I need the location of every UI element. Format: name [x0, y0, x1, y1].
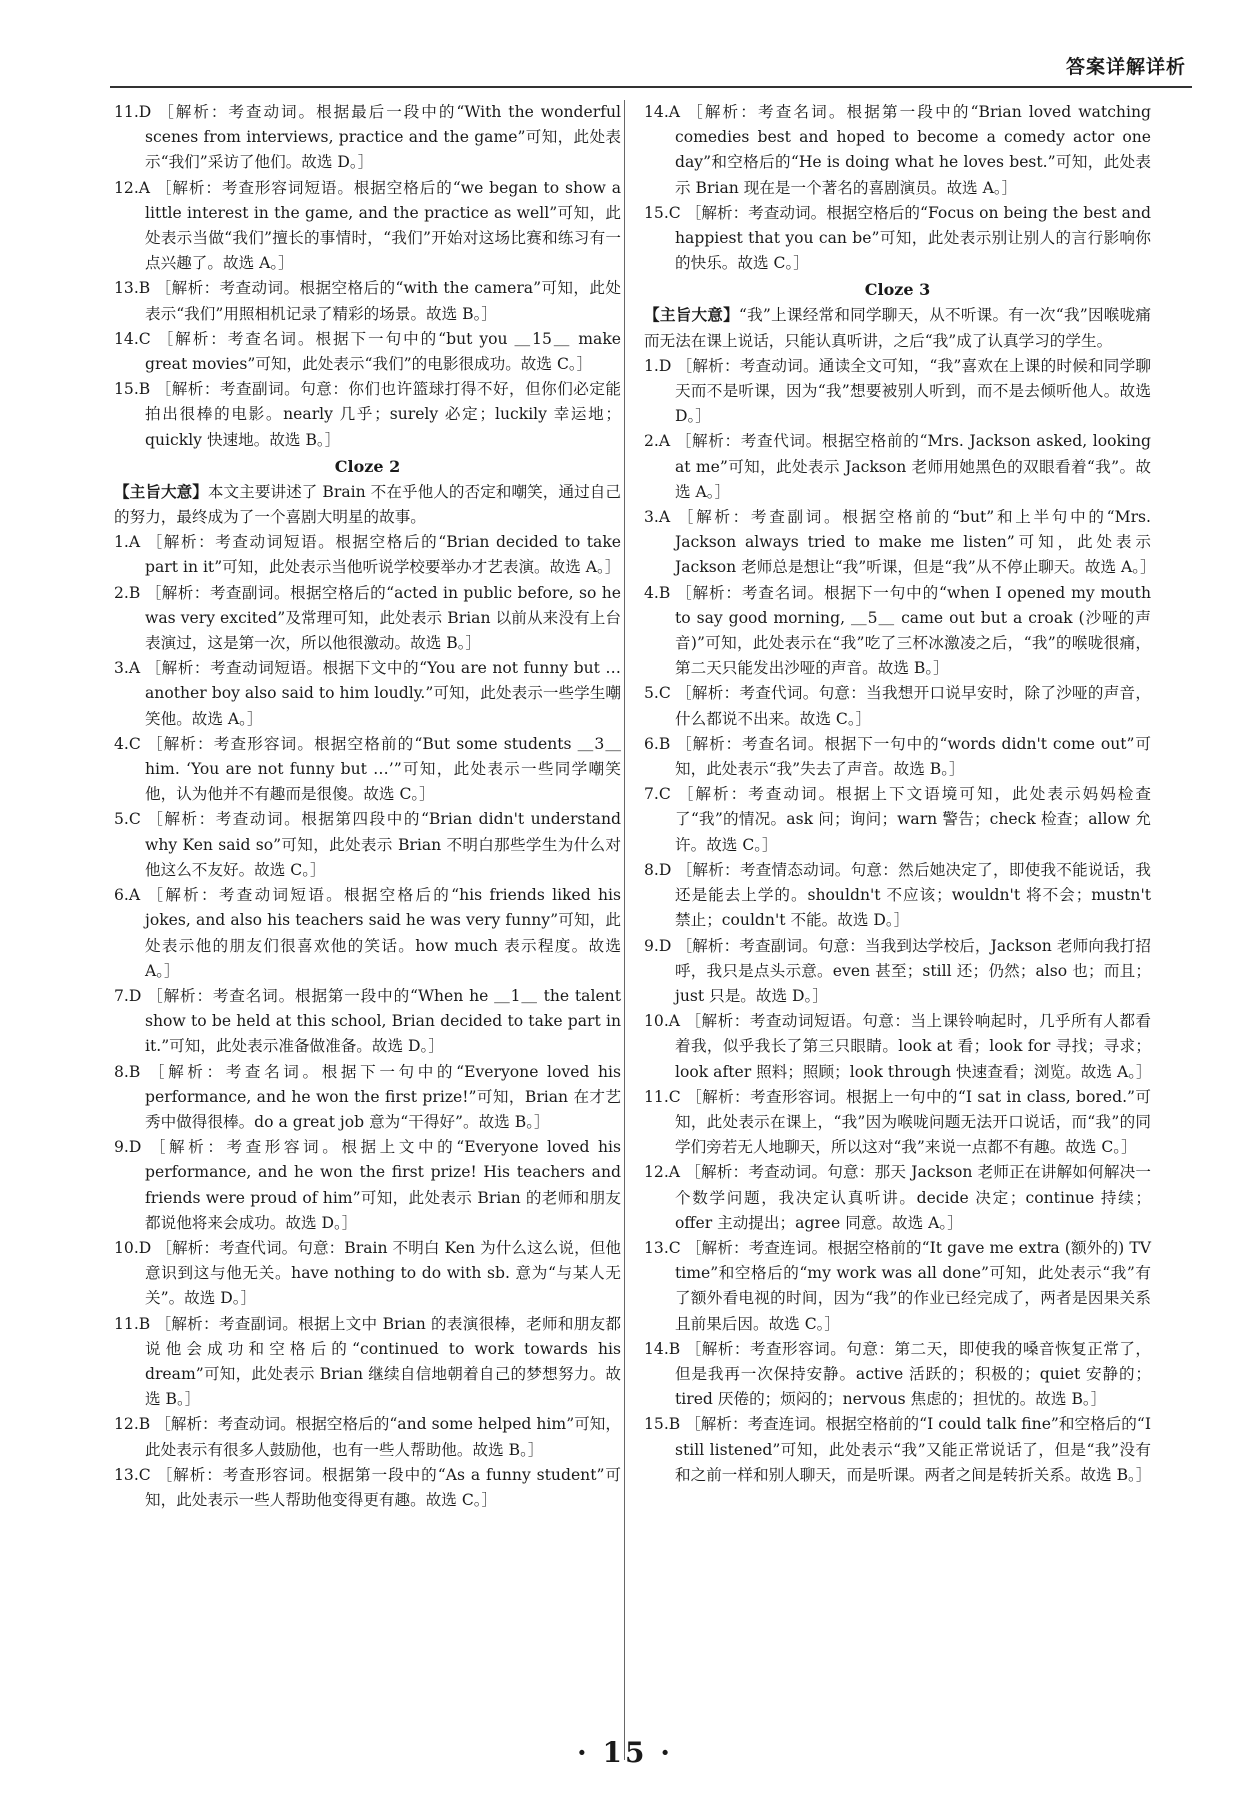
page-number: · 15 ·: [577, 1736, 673, 1769]
answer-entry: 3.A ［解析：考查动词短语。根据下文中的“You are not funny but … another boy also said to him loudly.”可知，此处表示一些学生嘲笑他。故选 A。］: [114, 659, 621, 728]
answer-entry: 7.D ［解析：考查名词。根据第一段中的“When he ＿1＿ the talent show to be held at this school, Brian decided to take part in it.”可知，此处表示准备做准备。故选 D。］: [114, 986, 621, 1056]
answer-entry: 12.A ［解析：考查动词。句意：那天 Jackson 老师正在讲解如何解决一个数学问题，我决定认真听讲。decide 决定；continue 持续；offer 主动提出；agree 同意。故选 A。］: [644, 1163, 1151, 1232]
answer-entry: 12.B ［解析：考查动词。根据空格后的“and some helped him”可知，此处表示有很多人鼓励他，也有一些人帮助他。故选 B。］: [114, 1415, 621, 1459]
answer-entry: 13.B ［解析：考查动词。根据空格后的“with the camera”可知，此处表示“我们”用照相机记录了精彩的场景。故选 B。］: [114, 279, 621, 323]
answer-entry: 4.B ［解析：考查名词。根据下一句中的“when I opened my mouth to say good morning, ＿5＿ came out but a croak (沙哑的声音)”可知，此处表示在“我”吃了三杯冰激凌之后，“我”的喉咙很痛，第二天只能发出沙哑的声音。故选 B。］: [644, 583, 1151, 678]
answer-entry: 1.D ［解析：考查动词。通读全文可知，“我”喜欢在上课的时候和同学聊天而不是听课，因为“我”想要被别人听到，而不是去倾听他人。故选 D。］: [644, 356, 1151, 426]
answer-entry: 8.B ［解析：考查名词。根据下一句中的“Everyone loved his performance, and he won the first prize!”可知，Brian 在才艺秀中做得很棒。do a great job 意为“干得好”。故选 B。］: [114, 1062, 621, 1131]
answer-entry: 9.D ［解析：考查副词。句意：当我到达学校后，Jackson 老师向我打招呼，我只是点头示意。even 甚至；still 还；仍然；also 也；而且；just 只是。故选 D。］: [644, 936, 1151, 1005]
answer-entry: 11.B ［解析：考查副词。根据上文中 Brian 的表演很棒，老师和朋友都说他会成功和空格后的“continued to work towards his dream”可知，此处表示 Brian 继续自信地朝着自己的梦想努力。故选 B。］: [114, 1314, 621, 1409]
answer-entry: 9.D ［解析：考查形容词。根据上文中的“Everyone loved his performance, and he won the first prize! His teachers and friends were proud of him”可知，此处表示 Brian 的老师和朋友都说他将来会成功。故选 D。］: [114, 1138, 621, 1232]
answer-entry: 15.B ［解析：考查副词。句意：你们也许篮球打得不好，但你们必定能拍出很棒的电影。nearly 几乎；surely 必定；luckily 幸运地；quickly 快速地。故选 B。］: [114, 380, 621, 449]
answer-entry: 4.C ［解析：考查形容词。根据空格前的“But some students ＿3＿ him. ‘You are not funny but …’”可知，此处表示一些同学嘲笑他，认为他并不有趣而是很傻。故选 C。］: [114, 734, 621, 804]
answer-entry: 13.C ［解析：考查连词。根据空格前的“It gave me extra (额外的) TV time”和空格后的“my work was all done”可知，此处表示“我”有了额外看电视的时间，因为“我”的作业已经完成了，两者是因果关系且前果后因。故选 C。］: [644, 1238, 1151, 1333]
header-rule: [110, 86, 1192, 88]
answer-entry: 10.D ［解析：考查代词。句意：Brain 不明白 Ken 为什么这么说，但他意识到这与他无关。have nothing to do with sb. 意为“与某人无关”。故选 D。］: [114, 1238, 621, 1308]
cloze3-summary: [644, 302, 1151, 353]
cloze2-title: Cloze 2: [334, 456, 401, 476]
answer-entry: 2.B ［解析：考查副词。根据空格后的“acted in public before, so he was very excited”及常理可知，此处表示 Brian 以前从来没有上台表演过，这是第一次，所以他很激动。故选 B。］: [114, 583, 621, 653]
answer-entry: 15.C ［解析：考查动词。根据空格后的“Focus on being the best and happiest that you can be”可知，此处表示别让别人的言行影响你的快乐。故选 C。］: [644, 203, 1151, 273]
right-column: [644, 100, 1156, 1488]
summary-text: “我”上课经常和同学聊天，从不听课。有一次“我”因喉咙痛而无法在课上说话，只能认真听讲，之后“我”成了认真学习的学生。: [644, 306, 1151, 350]
cloze1-tail: [114, 100, 621, 453]
summary-text: 本文主要讲述了 Brain 不在乎他人的否定和嘲笑，通过自己的努力，最终成为了一个喜剧大明星的故事。: [114, 482, 621, 527]
answer-entry: 14.C ［解析：考查名词。根据下一句中的“but you ＿15＿ make great movies”可知，此处表示“我们”的电影很成功。故选 C。］: [114, 329, 621, 374]
answer-entry: 5.C ［解析：考查动词。根据第四段中的“Brian didn't understand why Ken said so”可知，此处表示 Brian 不明白那些学生为什么对他这么不友好。故选 C。］: [114, 810, 621, 879]
answer-entry: 5.C ［解析：考查代词。句意：当我想开口说早安时，除了沙哑的声音，什么都说不出来。故选 C。］: [644, 684, 1151, 728]
answer-entry: 14.B ［解析：考查形容词。句意：第二天，即使我的嗓音恢复正常了，但是我再一次保持安静。active 活跃的；积极的；quiet 安静的；tired 厌倦的；烦闷的；nervous 焦虑的；担忧的。故选 B。］: [644, 1339, 1151, 1409]
cloze2-items: [114, 530, 621, 1513]
answer-entry: 10.A ［解析：考查动词短语。句意：当上课铃响起时，几乎所有人都看着我，似乎我长了第三只眼睛。look at 看；look for 寻找；寻求；look after 照料；照顾；look through 快速查看；浏览。故选 A。］: [644, 1012, 1152, 1081]
answer-entry: 1.A ［解析：考查动词短语。根据空格后的“Brian decided to take part in it”可知，此处表示当他听说学校要举办才艺表演。故选 A。］: [114, 533, 621, 577]
answer-entry: 3.A ［解析：考查副词。根据空格前的“but”和上半句中的“Mrs. Jackson always tried to make me listen”可知，此处表示 Jackson 老师总是想让“我”听课，但是“我”从不停止聊天。故选 A。］: [644, 508, 1156, 577]
cloze3-title: Cloze 3: [864, 280, 931, 300]
answer-entry: 14.A ［解析：考查名词。根据第一段中的“Brian loved watching comedies best and hoped to become a comedy actor one day”和空格后的“He is doing what he loves best.”可知，此处表示 Brian 现在是一个著名的喜剧演员。故选 A。］: [644, 103, 1151, 197]
summary-tag: 【主旨大意】: [114, 481, 208, 501]
answer-entry: 15.B ［解析：考查连词。根据空格前的“I could talk fine”和空格后的“I still listened”可知，此处表示“我”又能正常说话了，但是“我”没有和之前一样和别人聊天，而是听课。两者之间是转折关系。故选 B。］: [644, 1415, 1152, 1484]
left-column: [114, 100, 621, 1513]
answer-entry: 2.A ［解析：考查代词。根据空格前的“Mrs. Jackson asked, looking at me”可知，此处表示 Jackson 老师用她黑色的双眼看着“我”。故选 A。］: [644, 432, 1151, 501]
answer-entry: 11.C ［解析：考查形容词。根据上一句中的“I sat in class, bored.”可知，此处表示在课上，“我”因为喉咙问题无法开口说话，而“我”的同学们旁若无人地聊天，所以这对“我”来说一点都不有趣。故选 C。］: [644, 1087, 1151, 1157]
answer-entry: 7.C ［解析：考查动词。根据上下文语境可知，此处表示妈妈检查了“我”的情况。ask 问；询问；warn 警告；check 检查；allow 允许。故选 C。］: [644, 785, 1151, 854]
answer-entry: 12.A ［解析：考查形容词短语。根据空格后的“we began to show a little interest in the game, and the practice as well”可知，此处表示当做“我们”擅长的事情时，“我们”开始对这场比赛和练习有一点兴趣了。故选 A。］: [114, 178, 621, 273]
cloze2-summary: [114, 479, 621, 530]
summary-tag: 【主旨大意】: [644, 305, 739, 325]
cloze2-tail: [644, 100, 1151, 276]
answer-entry: 6.A ［解析：考查动词短语。根据空格后的“his friends liked his jokes, and also his teachers said he was very funny”可知，此处表示他的朋友们很喜欢他的笑话。how much 表示程度。故选 A。］: [114, 886, 621, 980]
cloze3-items: [644, 354, 1156, 1488]
column-divider: [624, 100, 625, 1760]
answer-entry: 6.B ［解析：考查名词。根据下一句中的“words didn't come out”可知，此处表示“我”失去了声音。故选 B。］: [644, 734, 1151, 779]
answer-entry: 8.D ［解析：考查情态动词。句意：然后她决定了，即使我不能说话，我还是能去上学的。shouldn't 不应该；wouldn't 将不会；mustn't 禁止；couldn't 不能。故选 D。］: [644, 860, 1151, 930]
header-title: 答案详解详析: [1065, 56, 1186, 78]
answer-entry: 13.C ［解析：考查形容词。根据第一段中的“As a funny student”可知，此处表示一些人帮助他变得更有趣。故选 C。］: [114, 1465, 621, 1509]
answer-entry: 11.D ［解析：考查动词。根据最后一段中的“With the wonderful scenes from interviews, practice and the game”可知，此处表示“我们”采访了他们。故选 D。］: [114, 103, 621, 172]
